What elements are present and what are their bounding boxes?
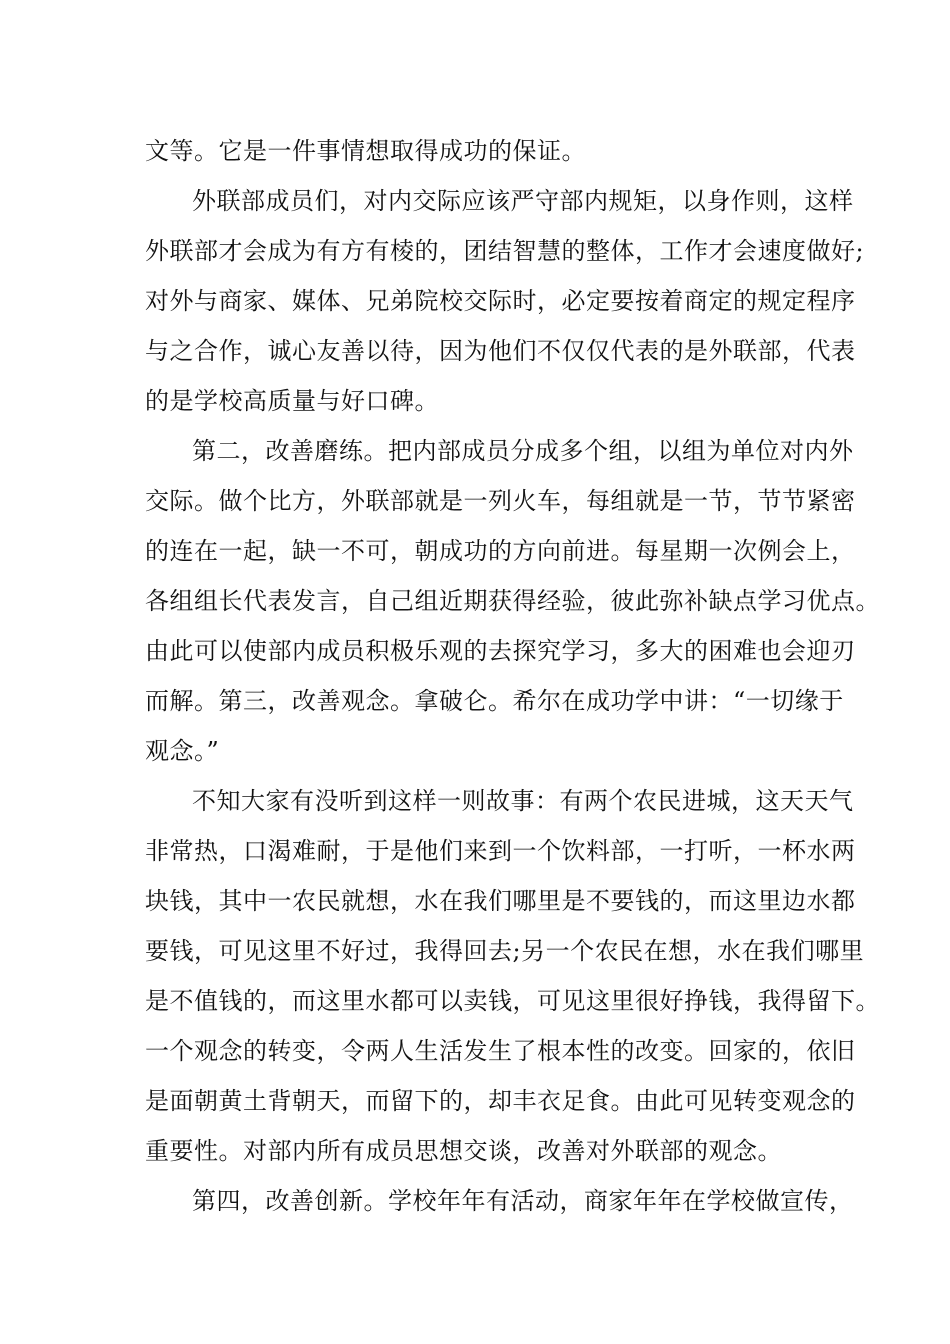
text-line: 是不值钱的，而这里水都可以卖钱，可见这里很好挣钱，我得留下。: [145, 987, 880, 1015]
text-line: 重要性。对部内所有成员思想交谈，改善对外联部的观念。: [145, 1137, 782, 1165]
text-line: 要钱，可见这里不好过，我得回去;另一个农民在想，水在我们哪里: [145, 937, 865, 965]
text-line: 观念。”: [145, 737, 220, 765]
text-line: 是面朝黄土背朝天，而留下的，却丰衣足食。由此可见转变观念的: [145, 1087, 856, 1115]
text-line: 一个观念的转变，令两人生活发生了根本性的改变。回家的，依旧: [145, 1037, 856, 1065]
text-line: 由此可以使部内成员积极乐观的去探究学习，多大的困难也会迎刃: [145, 637, 856, 665]
text-line: 与之合作，诚心友善以待，因为他们不仅仅代表的是外联部，代表: [145, 337, 856, 365]
text-line: 的连在一起，缺一不可，朝成功的方向前进。每星期一次例会上，: [145, 537, 856, 565]
text-line: 的是学校高质量与好口碑。: [145, 387, 439, 415]
text-line: 交际。做个比方，外联部就是一列火车，每组就是一节，节节紧密: [145, 487, 856, 515]
paragraph-start-line: 不知大家有没听到这样一则故事：有两个农民进城，这天天气: [192, 787, 854, 815]
text-line: 文等。它是一件事情想取得成功的保证。: [145, 137, 586, 165]
text-line: 非常热，口渴难耐，于是他们来到一个饮料部，一打听，一杯水两: [145, 837, 856, 865]
paragraph-start-line: 第四，改善创新。学校年年有活动，商家年年在学校做宣传，: [192, 1187, 854, 1215]
text-line: 外联部才会成为有方有棱的，团结智慧的整体，工作才会速度做好;: [145, 237, 865, 265]
text-line: 而解。第三，改善观念。拿破仑。希尔在成功学中讲：“一切缘于: [145, 687, 844, 715]
text-line: 各组组长代表发言，自己组近期获得经验，彼此弥补缺点学习优点。: [145, 587, 880, 615]
paragraph-start-line: 外联部成员们，对内交际应该严守部内规矩，以身作则，这样: [192, 187, 854, 215]
paragraph-start-line: 第二，改善磨练。把内部成员分成多个组，以组为单位对内外: [192, 437, 854, 465]
text-line: 对外与商家、媒体、兄弟院校交际时，必定要按着商定的规定程序: [145, 287, 856, 315]
text-line: 块钱，其中一农民就想，水在我们哪里是不要钱的，而这里边水都: [145, 887, 856, 915]
